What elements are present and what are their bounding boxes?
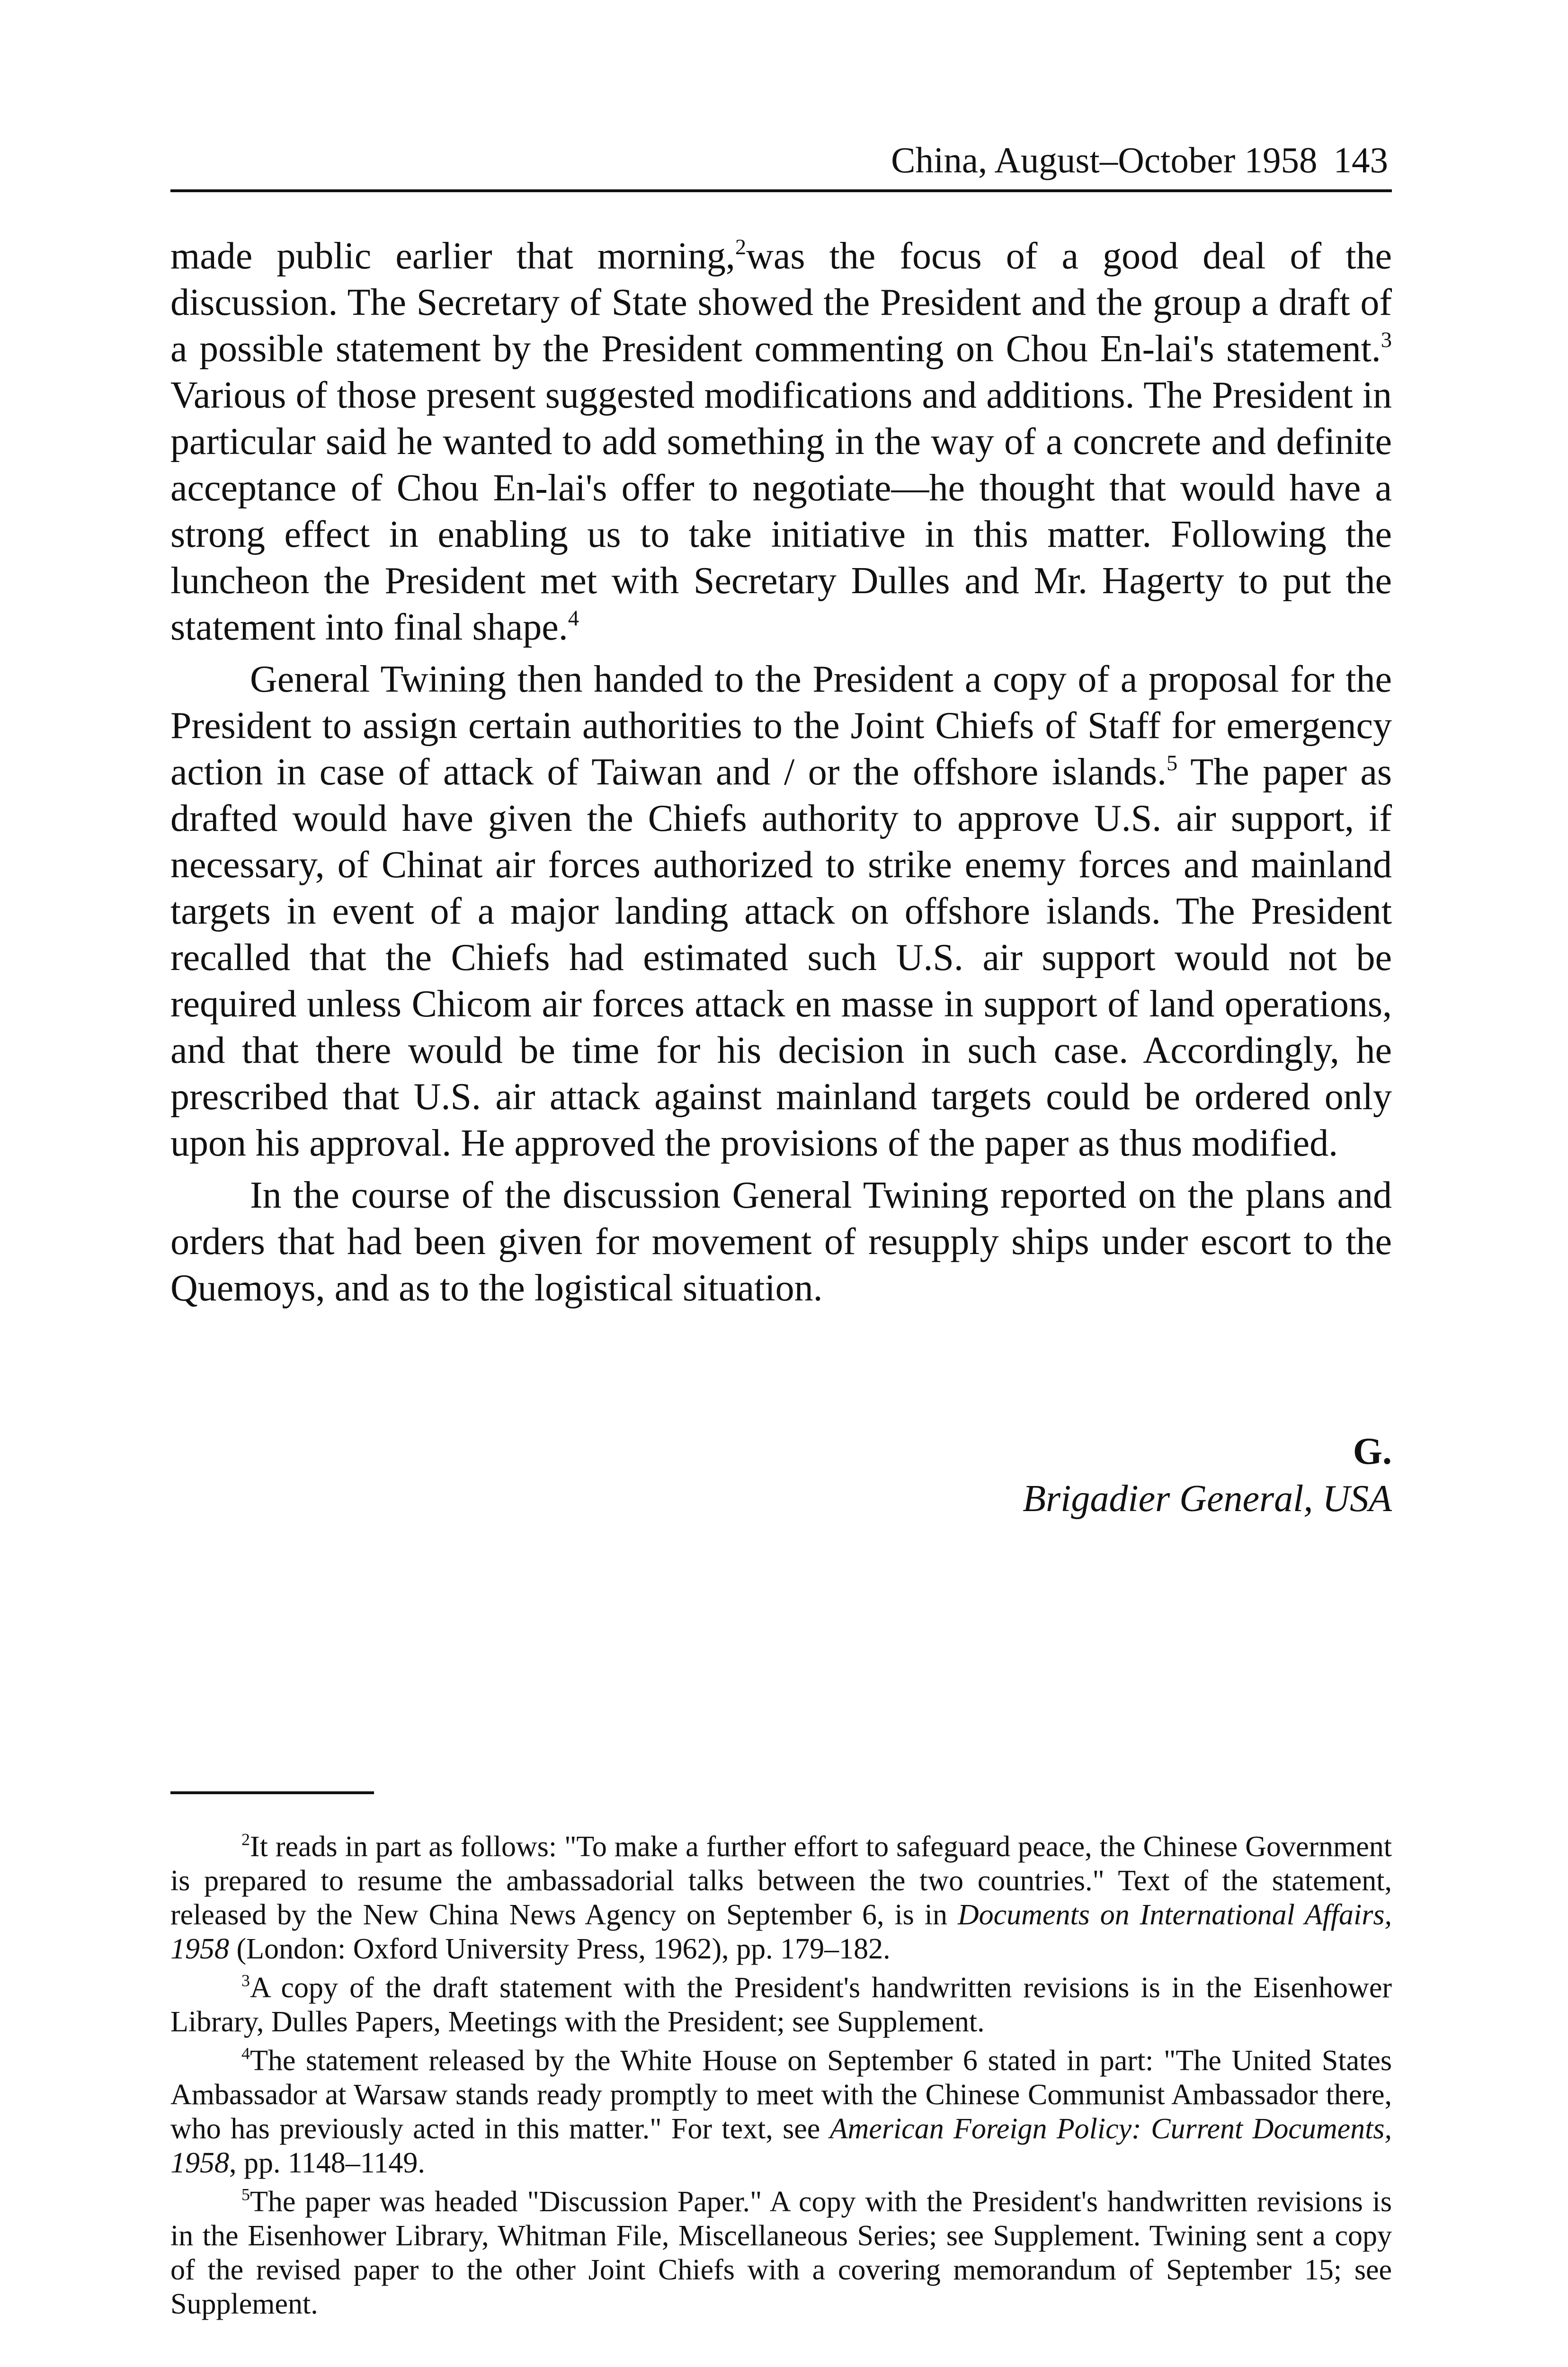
paragraph-1: made public earlier that morning,$^2$was the focus of a good deal of the discussion. The Secretary of State showed the President and the group a draft of a possible statement by the President commenting on Chou En-lai's statement.$^3$ Various of those present suggested modifications and additions. The President in particular said he wanted to add something in the way of a concrete and definite acceptance of Chou En-lai's offer to negotiate—he thought that would have a strong effect in enabling us to take initiative in this matter. Following the luncheon the President met with Secretary Dulles and Mr. Hagerty to put the statement into final shape.$^4$ <box>170 235 1392 648</box>
footnote-2: $^2$It reads in part as follows: "To make a further effort to safeguard peace, the Chinese Government is prepared to resume the ambassadorial talks between the two countries." Text of the statement, released by the New China News Agency on September 6, is in Documents on International Affairs, 1958 (London: Oxford University Press, 1962), pp. 179–182. <box>170 1830 1392 1965</box>
body-text <box>170 233 1392 1311</box>
page-number: 143 <box>1333 140 1388 180</box>
footnote-ref-2[interactable]: 2 <box>735 235 747 259</box>
footnote-ref-4[interactable]: 4 <box>568 606 579 631</box>
running-header <box>170 136 1388 184</box>
signature-initial: G. <box>1353 1431 1392 1472</box>
footnote-4: $^4$The statement released by the White House on September 6 stated in part: "The United States Ambassador at Warsaw stands ready promptly to meet with the Chinese Communist Ambassador there, who has previously acted in this matter." For text, see American Foreign Policy: Current Documents, 1958, pp. 1148–1149. <box>170 2044 1392 2179</box>
header-rule <box>170 189 1392 192</box>
footnote-rule <box>170 1791 374 1794</box>
footnote-5: $^5$The paper was headed "Discussion Paper." A copy with the President's handwritten revisions is in the Eisenhower Library, Whitman File, Miscellaneous Series; see Supplement. Twining sent a copy of the revised paper to the other Joint Chiefs with a covering memorandum of September 15; see Supplement. <box>170 2185 1392 2320</box>
signature-title: Brigadier General, USA <box>1023 1478 1392 1520</box>
footnote-ref-3[interactable]: 3 <box>1381 328 1392 352</box>
paragraph-2: General Twining then handed to the President a copy of a proposal for the President to assign certain authorities to the Joint Chiefs of Staff for emergency action in case of attack of Taiwan and / or the offshore islands.$^5$ The paper as drafted would have given the Chiefs authority to approve U.S. air support, if necessary, of Chinat air forces authorized to strike enemy forces and mainland targets in event of a major landing attack on offshore islands. The President recalled that the Chiefs had estimated such U.S. air support would not be required unless Chicom air forces attack en masse in support of land operations, and that there would be time for his decision in such case. Accordingly, he prescribed that U.S. air attack against mainland targets could be ordered only upon his approval. He approved the provisions of the paper as thus modified. <box>170 658 1392 1164</box>
paragraph-3: In the course of the discussion General Twining reported on the plans and orders that had been given for movement of resupply ships under escort to the Quemoys, and as to the logistical situation. <box>170 1175 1392 1309</box>
running-title: China, August–October 1958 <box>891 140 1318 180</box>
signature-block <box>1023 1428 1392 1522</box>
footnotes <box>170 1830 1392 2326</box>
footnote-3: $^3$A copy of the draft statement with the President's handwritten revisions is in the Eisenhower Library, Dulles Papers, Meetings with the President; see Supplement. <box>170 1971 1392 2038</box>
footnote-ref-5[interactable]: 5 <box>1167 751 1178 775</box>
